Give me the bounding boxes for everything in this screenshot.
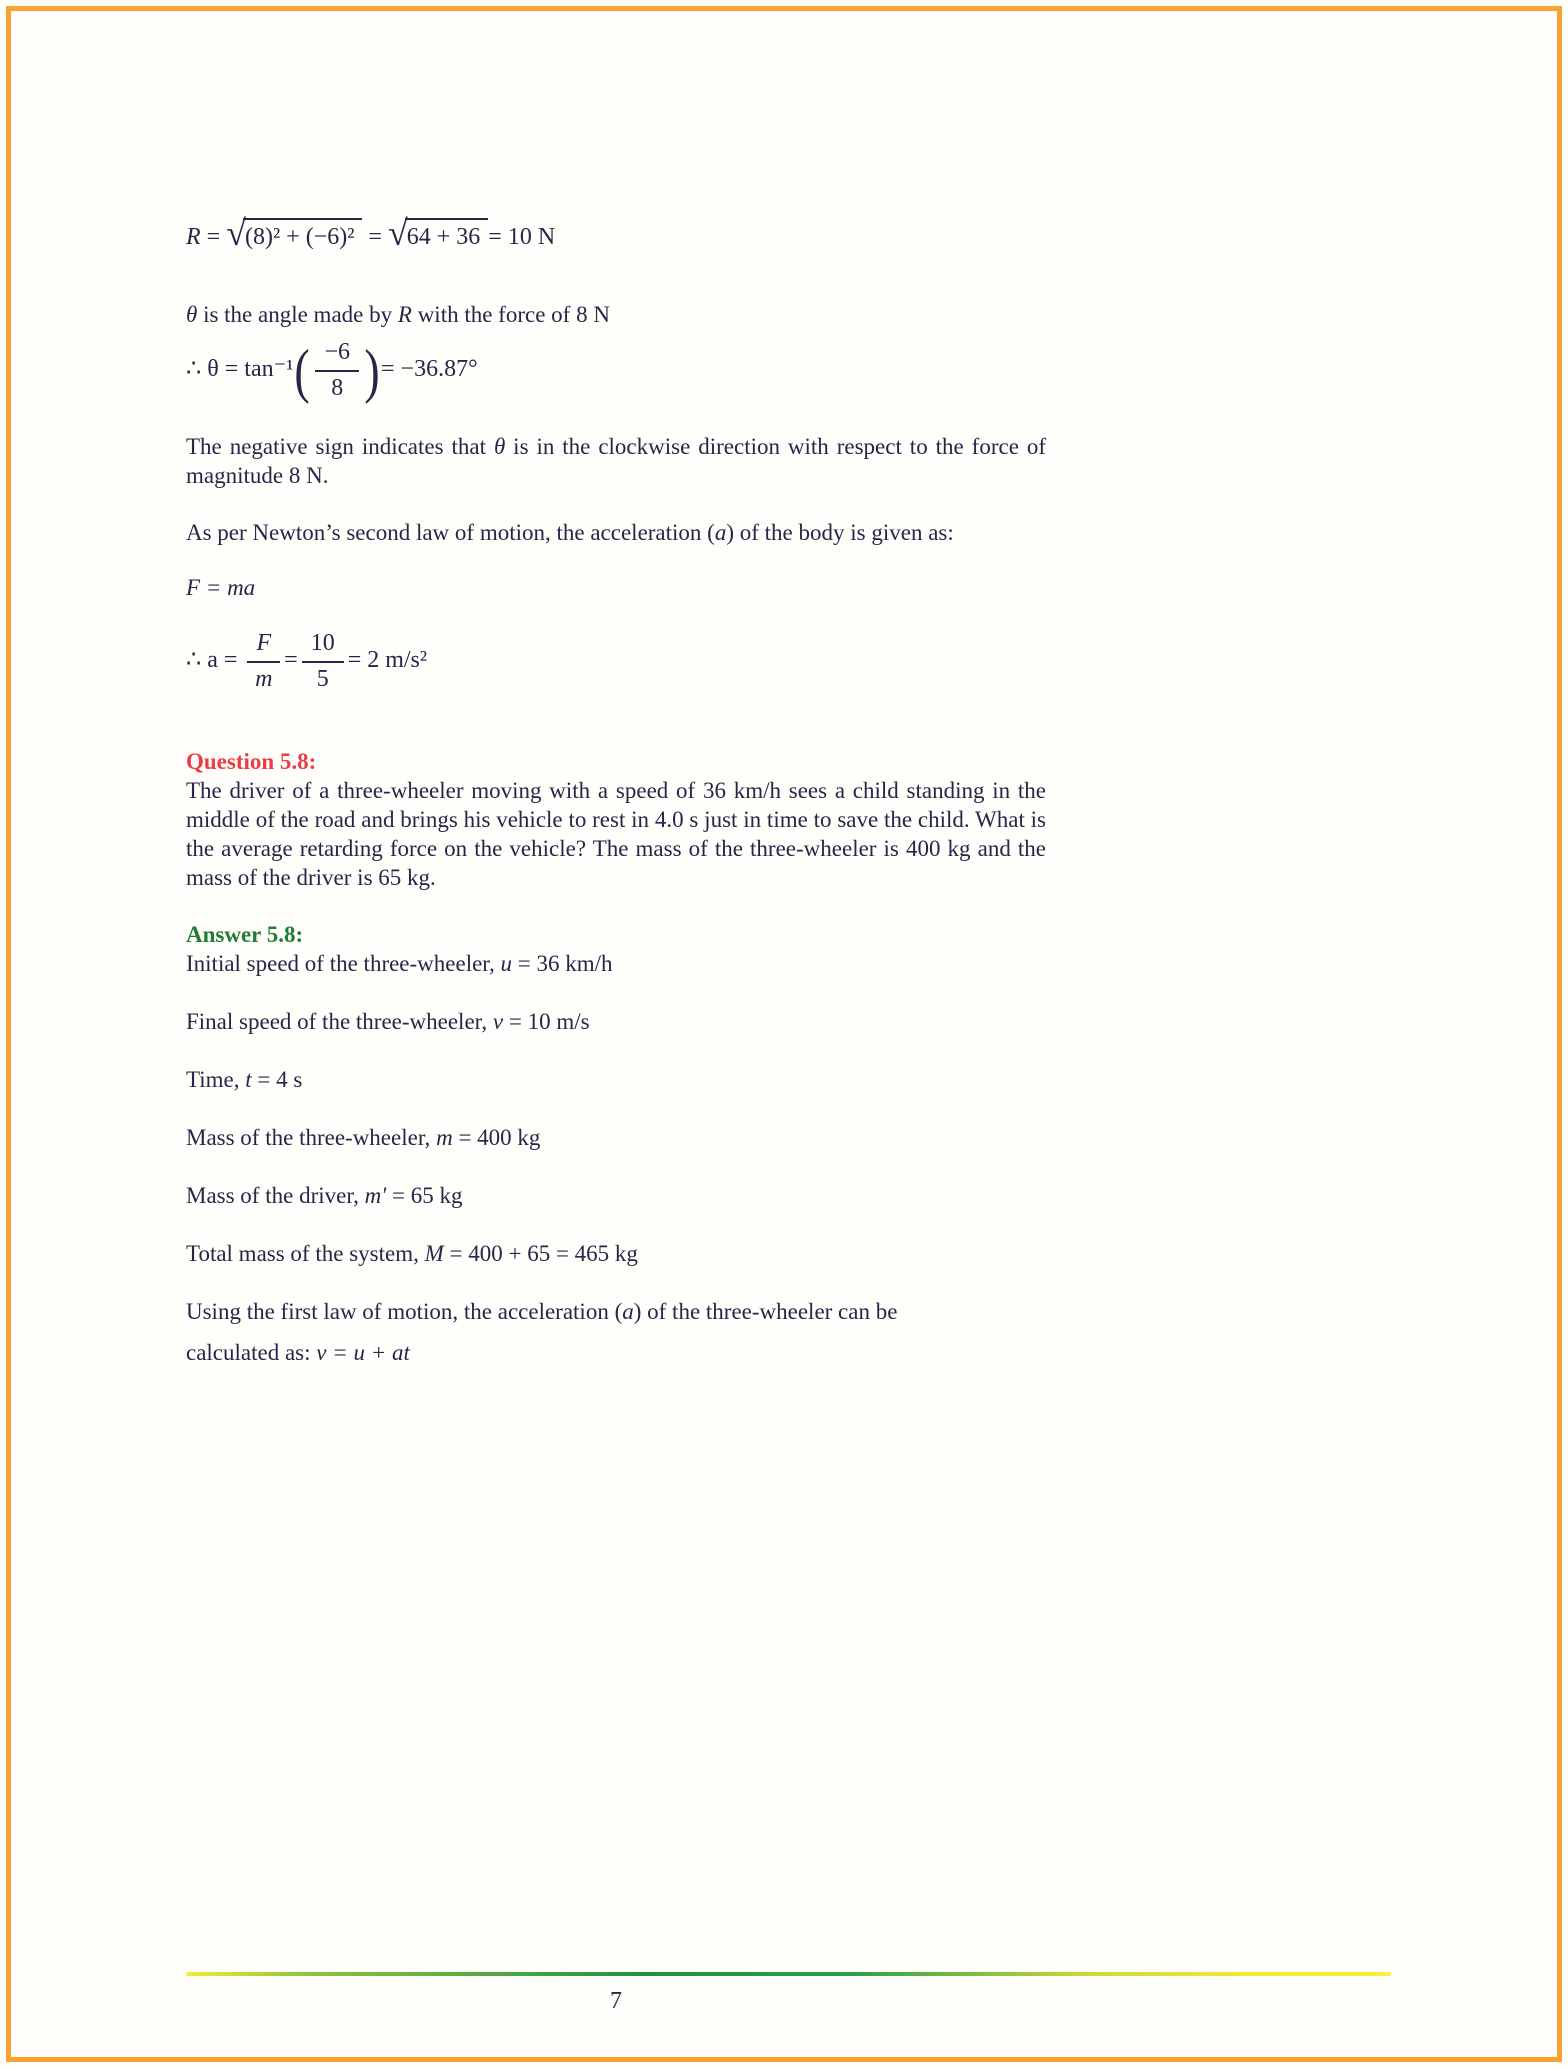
- eq-theta-prefix: ∴ θ = tan⁻¹: [186, 356, 294, 383]
- fraction-numerator: F: [247, 630, 280, 663]
- fraction-denominator: 8: [331, 374, 344, 401]
- sqrt-expression-2: [388, 214, 488, 252]
- first-law-text-2: ) of the three-wheeler can be: [633, 1299, 898, 1325]
- answer-line-calculated-as: [186, 1338, 1046, 1367]
- mass-vehicle-value: = 400 kg: [452, 1125, 541, 1151]
- u-symbol: u: [500, 951, 513, 977]
- final-speed-value: = 10 m/s: [503, 1009, 590, 1035]
- answer-line-final-speed: [186, 1007, 1046, 1036]
- eq-theta-result: = −36.87°: [381, 356, 478, 383]
- eq-accel-equals: =: [284, 647, 298, 674]
- time-text: Time,: [186, 1067, 246, 1093]
- eq-resultant-equals: =: [200, 224, 227, 250]
- answer-heading: Answer 5.8:: [186, 922, 304, 948]
- newton-text-1: As per Newton’s second law of motion, the acceleration (: [186, 520, 715, 546]
- first-law-text-1: Using the first law of motion, the acceleration (: [186, 1299, 623, 1325]
- fraction-numerator: −6: [315, 339, 359, 372]
- time-value: = 4 s: [251, 1067, 303, 1093]
- fraction-denominator: m: [255, 665, 273, 692]
- calculated-as-text: calculated as:: [186, 1340, 317, 1366]
- paragraph-negative-sign: [186, 432, 1046, 490]
- equation-resultant-force: [186, 214, 1046, 252]
- final-speed-text: Final speed of the three-wheeler,: [186, 1009, 493, 1035]
- radicand-2: 64 + 36: [405, 218, 489, 252]
- right-paren: ): [364, 336, 380, 405]
- mass-driver-text: Mass of the driver,: [186, 1183, 365, 1209]
- t-symbol: t: [245, 1067, 252, 1093]
- equation-f-ma: F = ma: [186, 575, 256, 601]
- theta-angle-text-1: is the angle made by: [197, 302, 398, 327]
- question-body: The driver of a three-wheeler moving with a speed of 36 km/h sees a child standing in the middle of the road and brings his vehicle to rest in 4.0 s just in time to save the child. What is the average retarding force on the vehicle? The mass of the three-wheeler is 400 kg and the mass of the driver is 65 kg.: [186, 778, 1046, 891]
- answer-line-total-mass: [186, 1239, 1046, 1268]
- equation-theta: [186, 336, 1046, 405]
- negative-sign-text-2: is in the clockwise direction with respect to the force of magnitude 8 N.: [186, 434, 1046, 489]
- initial-speed-value: = 36 km/h: [512, 951, 613, 977]
- paragraph-theta-angle: [186, 300, 1046, 329]
- M-symbol: M: [424, 1241, 444, 1267]
- question-block: [186, 747, 1046, 892]
- eq-resultant-var: R: [186, 224, 201, 250]
- fraction-denominator: 5: [316, 665, 329, 692]
- left-paren: (: [294, 336, 311, 405]
- fraction-10-over-5: [302, 630, 344, 693]
- eq-accel-prefix: ∴ a =: [186, 647, 244, 674]
- answer-line-first-law: [186, 1297, 1046, 1326]
- r-symbol: R: [397, 302, 412, 327]
- initial-speed-text: Initial speed of the three-wheeler,: [186, 951, 501, 977]
- answer-line-mass-vehicle: [186, 1123, 1046, 1152]
- v-symbol: v: [492, 1009, 504, 1035]
- radical-sign-icon: √: [226, 213, 246, 253]
- a-symbol: a: [622, 1299, 634, 1325]
- m-symbol: m: [436, 1125, 453, 1151]
- eq-resultant-mid: =: [362, 224, 388, 250]
- theta-angle-text-2: with the force of 8 N: [411, 302, 610, 327]
- footer-divider-rule: [186, 1972, 1391, 1976]
- theta-symbol: θ: [493, 434, 506, 460]
- answer-block: [186, 920, 1046, 1367]
- m-prime-symbol: m′: [364, 1183, 387, 1209]
- total-mass-value: = 400 + 65 = 465 kg: [443, 1241, 638, 1267]
- a-symbol: a: [714, 520, 727, 546]
- eq-accel-result: = 2 m/s²: [347, 647, 428, 674]
- negative-sign-text-1: The negative sign indicates that: [186, 434, 494, 460]
- eq-resultant-result: = 10 N: [488, 224, 556, 250]
- page-content: [186, 0, 1046, 1367]
- answer-line-mass-driver: [186, 1181, 1046, 1210]
- mass-driver-value: = 65 kg: [386, 1183, 463, 1209]
- question-heading: Question 5.8:: [186, 749, 317, 775]
- fraction-F-over-m: [247, 630, 280, 693]
- fraction-numerator: 10: [302, 630, 344, 663]
- theta-symbol: θ: [186, 302, 198, 327]
- paragraph-newton-second-law: [186, 518, 1046, 547]
- v-u-at-equation: v = u + at: [316, 1340, 410, 1366]
- answer-line-initial-speed: [186, 949, 1046, 978]
- answer-line-time: [186, 1065, 1046, 1094]
- page-number: 7: [610, 1988, 622, 2014]
- radical-sign-icon: √: [387, 213, 408, 253]
- total-mass-text: Total mass of the system,: [186, 1241, 425, 1267]
- newton-text-2: ) of the body is given as:: [726, 520, 954, 546]
- equation-acceleration: [186, 630, 1046, 693]
- sqrt-expression-1: [226, 214, 362, 252]
- mass-vehicle-text: Mass of the three-wheeler,: [186, 1125, 437, 1151]
- radicand-1: (8)² + (−6)²: [243, 218, 362, 252]
- fraction-minus6-over-8: [315, 339, 359, 402]
